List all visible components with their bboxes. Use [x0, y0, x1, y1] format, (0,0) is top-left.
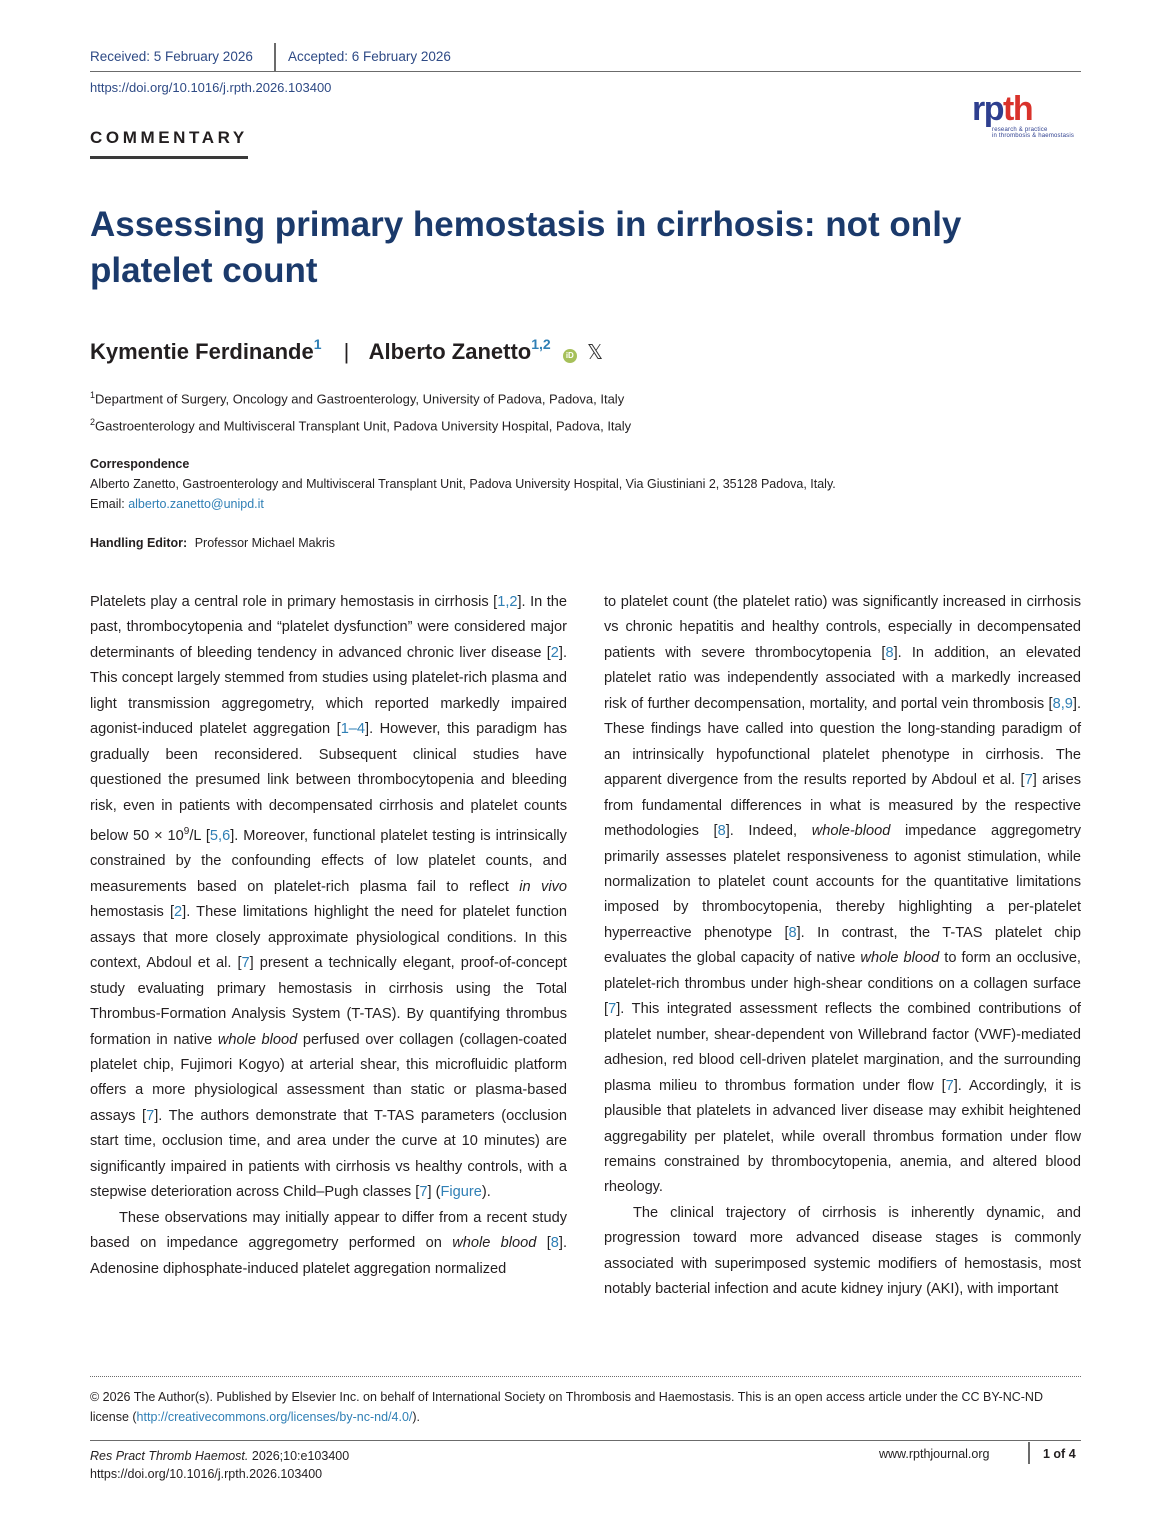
reference-link[interactable]: 7 [945, 1077, 954, 1094]
handling-editor-name: Professor Michael Makris [194, 536, 336, 550]
journal-abbrev: Res Pract Thromb Haemost. [90, 1449, 249, 1463]
reference-link[interactable]: 7 [241, 955, 250, 972]
journal-logo [972, 90, 1082, 142]
body-paragraph [90, 590, 567, 1206]
email-label: Email: [90, 497, 129, 511]
correspondence-email-line [90, 497, 264, 511]
italic-term: whole blood [217, 1031, 298, 1048]
logo-tagline-2: in thrombosis & haemostasis [992, 133, 1075, 139]
footer-divider [90, 1440, 1081, 1441]
reference-link[interactable]: 8 [550, 1235, 559, 1252]
affiliation [90, 390, 624, 406]
text-run: These observations may initially appear to differ from a recent study based on impedance aggregometry performed on [90, 1209, 567, 1252]
accepted-date: Accepted: 6 February 2026 [288, 49, 451, 64]
logo-rp: rp [972, 90, 1003, 128]
author-affiliation-ref[interactable]: 1,2 [531, 336, 551, 352]
affiliation-text: Department of Surgery, Oncology and Gastroenterology, University of Padova, Padova, Italy [95, 391, 625, 407]
reference-link[interactable]: 8 [788, 924, 797, 941]
reference-link[interactable]: 7 [146, 1107, 155, 1124]
citation-volume: 2026;10:e103400 [248, 1449, 350, 1463]
italic-term: whole blood [452, 1235, 537, 1252]
doi-link[interactable]: https://doi.org/10.1016/j.rpth.2026.103400 [90, 80, 332, 95]
text-run: /L [ [189, 827, 210, 844]
author-separator: | [343, 339, 350, 364]
body-column-right [604, 590, 1081, 1303]
footer-dotted-divider [90, 1376, 1081, 1377]
text-run: The clinical trajectory of cirrhosis is inherently dynamic, and progression toward more advanced disease stages is commonly associated with superimposed systemic modifiers of hemostasis, most notably bacterial infection and acute kidney injury (AKI), with important [604, 1204, 1081, 1298]
received-date: Received: 5 February 2026 [90, 49, 253, 64]
body-column-left [90, 590, 567, 1282]
text-run: to form an occlusive, platelet-rich thrombus under high-shear conditions on a collagen surface [ [604, 950, 1081, 1018]
reference-link[interactable]: 7 [1024, 772, 1033, 789]
author-name[interactable]: Kymentie Ferdinande [90, 339, 314, 364]
text-run: ]. In addition, an elevated platelet ratio was independently associated with a markedly increased risk of further decompensation, mortality, and portal vein thrombosis [ [604, 644, 1081, 712]
text-run: ]. This integrated assessment reflects the combined contributions of platelet number, shear-dependent von Willebrand factor (VWF)-mediated adhesion, red blood cell-driven platelet margination, and the surrounding plasma milieu to thrombus formation under flow [ [604, 1001, 1081, 1094]
reference-link[interactable]: 2 [174, 904, 183, 921]
affiliation [90, 417, 631, 433]
text-run: perfused over collagen (collagen-coated platelet chip, Fujimori Kogyo) at arterial shear, this microfluidic platform offers a more physiological assessment than static or plasma-based assays [ [90, 1031, 567, 1124]
license-end: ). [412, 1410, 421, 1424]
text-run: ]. Adenosine diphosphate-induced platelet aggregation normalized [90, 1235, 567, 1277]
handling-editor [90, 536, 335, 550]
italic-term: whole blood [860, 950, 940, 967]
license-text: © 2026 The Author(s). Published by Elsevier Inc. on behalf of International Society on Thrombosis and Haemostasis. This is an open access article under the CC BY-NC-ND license ( [90, 1390, 1043, 1424]
logo-th: th [1003, 90, 1033, 128]
correspondence-heading: Correspondence [90, 457, 190, 471]
license-link[interactable]: http://creativecommons.org/licenses/by-nc-nd/4.0/ [136, 1410, 413, 1424]
body-paragraph [604, 1201, 1081, 1303]
email-link[interactable]: alberto.zanetto@unipd.it [128, 497, 264, 511]
page-separator [1028, 1442, 1030, 1464]
superscript: 9 [183, 826, 190, 838]
reference-link[interactable]: 5,6 [209, 827, 231, 844]
reference-link[interactable]: 8 [717, 823, 726, 840]
journal-citation [90, 1447, 349, 1483]
author-name[interactable]: Alberto Zanetto [368, 339, 532, 364]
x-social-icon[interactable]: 𝕏 [586, 342, 604, 364]
reference-link[interactable]: 7 [608, 1001, 617, 1018]
text-run: ] arises from fundamental differences in what is measured by the respective methodologies [ [604, 772, 1081, 840]
page-number: 1 of 4 [1043, 1447, 1076, 1461]
italic-term: whole-blood [811, 823, 891, 840]
orcid-icon[interactable]: iD [563, 349, 577, 363]
text-run: to platelet count (the platelet ratio) was significantly increased in cirrhosis vs chronic hepatitis and healthy controls, especially in decompensated patients with severe thrombocytopenia [ [604, 594, 1081, 661]
footer-doi: https://doi.org/10.1016/j.rpth.2026.103400 [90, 1467, 323, 1481]
reference-link[interactable]: 7 [419, 1184, 428, 1201]
reference-link[interactable]: 8 [885, 644, 894, 661]
text-run: ]. Accordingly, it is plausible that platelets in advanced liver disease may exhibit heightened aggregability per platelet, while overall thrombus formation under flow remains constrained by thrombocytopenia, anemia, and altered blood rheology. [604, 1077, 1081, 1196]
handling-editor-label: Handling Editor: [90, 536, 188, 550]
logo-tagline-1: research & practice [992, 127, 1048, 133]
text-run: hemostasis [ [90, 904, 175, 921]
text-run: ]. This concept largely stemmed from studies using platelet-rich plasma and light transmission aggregometry, which reported markedly impaired agonist-induced platelet aggregation [ [90, 644, 567, 738]
text-run: ]. These limitations highlight the need for platelet function assays that more closely approximate physiological conditions. In this context, Abdoul et al. [ [90, 904, 568, 972]
reference-link[interactable]: 1,2 [497, 594, 518, 610]
reference-link[interactable]: Figure [440, 1184, 482, 1201]
author-list [90, 336, 603, 365]
article-type-label: COMMENTARY [90, 128, 248, 159]
journal-website[interactable]: www.rpthjournal.org [879, 1447, 990, 1461]
text-run: ]. Moreover, functional platelet testing is intrinsically constrained by the confounding effects of low platelet counts, and measurements based on platelet-rich plasma fail to reflect [90, 827, 567, 895]
reference-link[interactable]: 8,9 [1052, 695, 1073, 712]
affiliation-text: Gastroenterology and Multivisceral Transplant Unit, Padova University Hospital, Padova, Italy [95, 418, 632, 434]
correspondence-address: Alberto Zanetto, Gastroenterology and Multivisceral Transplant Unit, Padova University Hospital, Via Giustiniani 2, 35128 Padova, Italy. [90, 477, 836, 491]
affiliation-number: 1 [90, 390, 96, 400]
text-run: [ [536, 1235, 551, 1252]
text-run: ). [481, 1184, 491, 1201]
text-run: ]. These findings have called into question the long-standing paradigm of an intrinsically hypofunctional platelet phenotype in cirrhosis. The apparent divergence from the results reported by Abdoul et al. [ [604, 695, 1081, 789]
article-dates-bar [90, 47, 1081, 72]
body-paragraph [90, 1206, 567, 1282]
article-title: Assessing primary hemostasis in cirrhosis: not only platelet count [90, 205, 962, 290]
text-run: ]. In the past, thrombocytopenia and “platelet dysfunction” were considered major determinants of bleeding tendency in advanced chronic liver disease [ [90, 594, 567, 661]
text-run: ] present a technically elegant, proof-of-concept study evaluating primary hemostasis in cirrhosis using the Total Thrombus-Formation Analysis System (T-TAS). By quantifying thrombus formation in native [90, 955, 567, 1048]
text-run: ]. Indeed, [725, 823, 812, 840]
text-run: ]. However, this paradigm has gradually been reconsidered. Subsequent clinical studies have questioned the presumed link between thrombocytopenia and bleeding risk, even in patients with decompensated cirrhosis and platelet counts below 50 × 10 [90, 721, 567, 844]
date-separator [274, 43, 276, 71]
text-run: impedance aggregometry primarily assesses platelet responsiveness to agonist stimulation, while normalization to platelet count accounts for the quantitative limitations imposed by thrombocytopenia, thereby highlighting a per-platelet hyperreactive phenotype [ [604, 823, 1081, 941]
text-run: ]. The authors demonstrate that T-TAS parameters (occlusion start time, occlusion time, and area under the curve at 10 minutes) are significantly impaired in patients with cirrhosis vs healthy controls, with a stepwise deterioration across Child–Pugh classes [ [90, 1107, 568, 1201]
text-run: ] ( [427, 1184, 441, 1201]
license-statement [90, 1387, 1081, 1427]
author-affiliation-ref[interactable]: 1 [313, 336, 322, 352]
text-run: ]. In contrast, the T-TAS platelet chip evaluates the global capacity of native [604, 924, 1081, 967]
reference-link[interactable]: 2 [550, 644, 559, 661]
text-run: Platelets play a central role in primary hemostasis in cirrhosis [ [90, 594, 498, 610]
reference-link[interactable]: 1–4 [340, 721, 366, 738]
italic-term: in vivo [519, 878, 568, 895]
affiliation-number: 2 [90, 417, 96, 427]
body-paragraph [604, 590, 1081, 1201]
